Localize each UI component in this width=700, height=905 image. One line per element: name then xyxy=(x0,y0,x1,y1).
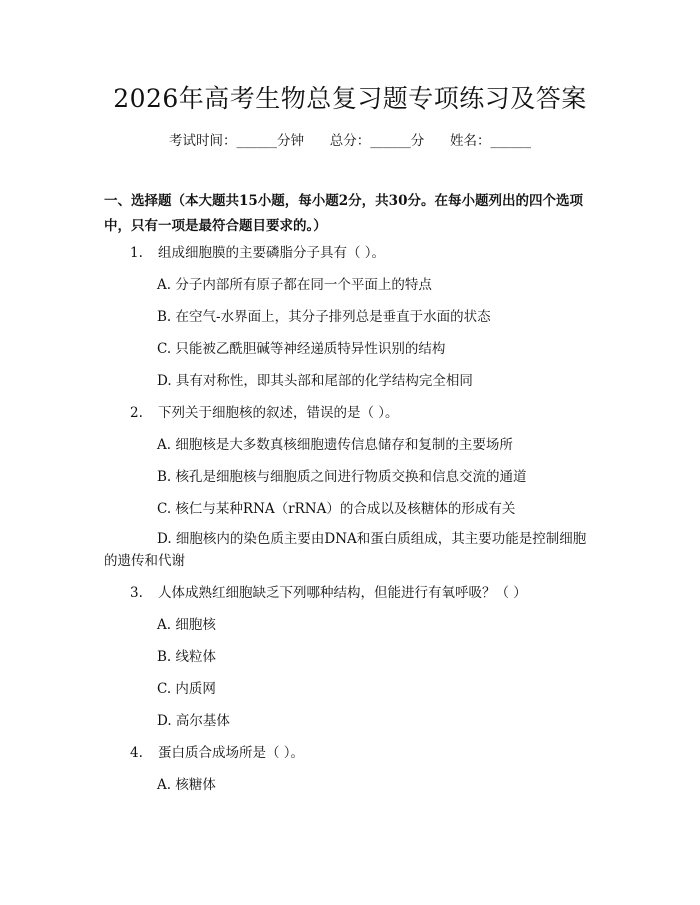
q3-option-a: A. 细胞核 xyxy=(157,617,216,633)
section-heading: 一、选择题（本大题共15小题，每小题2分，共30分。在每小题列出的四个选项中，只有一项是最符合题目要求的。） xyxy=(104,193,583,234)
q2-option-b: B. 核孔是细胞核与细胞质之间进行物质交换和信息交流的通道 xyxy=(157,469,527,485)
q3-option-b: B. 线粒体 xyxy=(157,649,217,665)
page-title: 2026年高考生物总复习题专项练习及答案 xyxy=(113,84,587,113)
question-stem: 蛋白质合成场所是（ ）。 xyxy=(158,745,305,761)
q2-option-d: D. 细胞核内的染色质主要由DNA和蛋白质组成，其主要功能是控制细胞的遗传和代谢 xyxy=(104,531,587,569)
question-stem: 下列关于细胞核的叙述，错误的是（ ）。 xyxy=(158,405,399,421)
q3-option-d: D. 高尔基体 xyxy=(157,713,230,729)
question-2 xyxy=(130,403,399,423)
question-stem: 组成细胞膜的主要磷脂分子具有（ ）。 xyxy=(158,245,386,261)
question-number: 2. xyxy=(130,405,143,421)
exam-meta-line: 考试时间：______分钟 总分：______分 姓名：______ xyxy=(169,133,531,149)
q1-option-a: A. 分子内部所有原子都在同一个平面上的特点 xyxy=(157,277,432,293)
question-number: 1. xyxy=(130,245,143,261)
q2-option-c: C. 核仁与某种RNA（rRNA）的合成以及核糖体的形成有关 xyxy=(157,501,516,517)
question-number: 3. xyxy=(130,585,143,601)
question-stem: 人体成熟红细胞缺乏下列哪种结构，但能进行有氧呼吸？（ ） xyxy=(158,585,527,601)
q1-option-d: D. 具有对称性，即其头部和尾部的化学结构完全相同 xyxy=(157,373,473,389)
q3-option-c: C. 内质网 xyxy=(157,681,216,697)
question-1 xyxy=(130,243,385,263)
question-number: 4. xyxy=(130,745,143,761)
q4-option-a: A. 核糖体 xyxy=(157,777,216,793)
question-3 xyxy=(130,583,527,603)
q1-option-c: C. 只能被乙酰胆碱等神经递质特异性识别的结构 xyxy=(157,341,446,357)
q2-option-a: A. 细胞核是大多数真核细胞遗传信息储存和复制的主要场所 xyxy=(157,437,513,453)
question-4 xyxy=(130,743,304,763)
q1-option-b: B. 在空气-水界面上，其分子排列总是垂直于水面的状态 xyxy=(157,309,491,325)
